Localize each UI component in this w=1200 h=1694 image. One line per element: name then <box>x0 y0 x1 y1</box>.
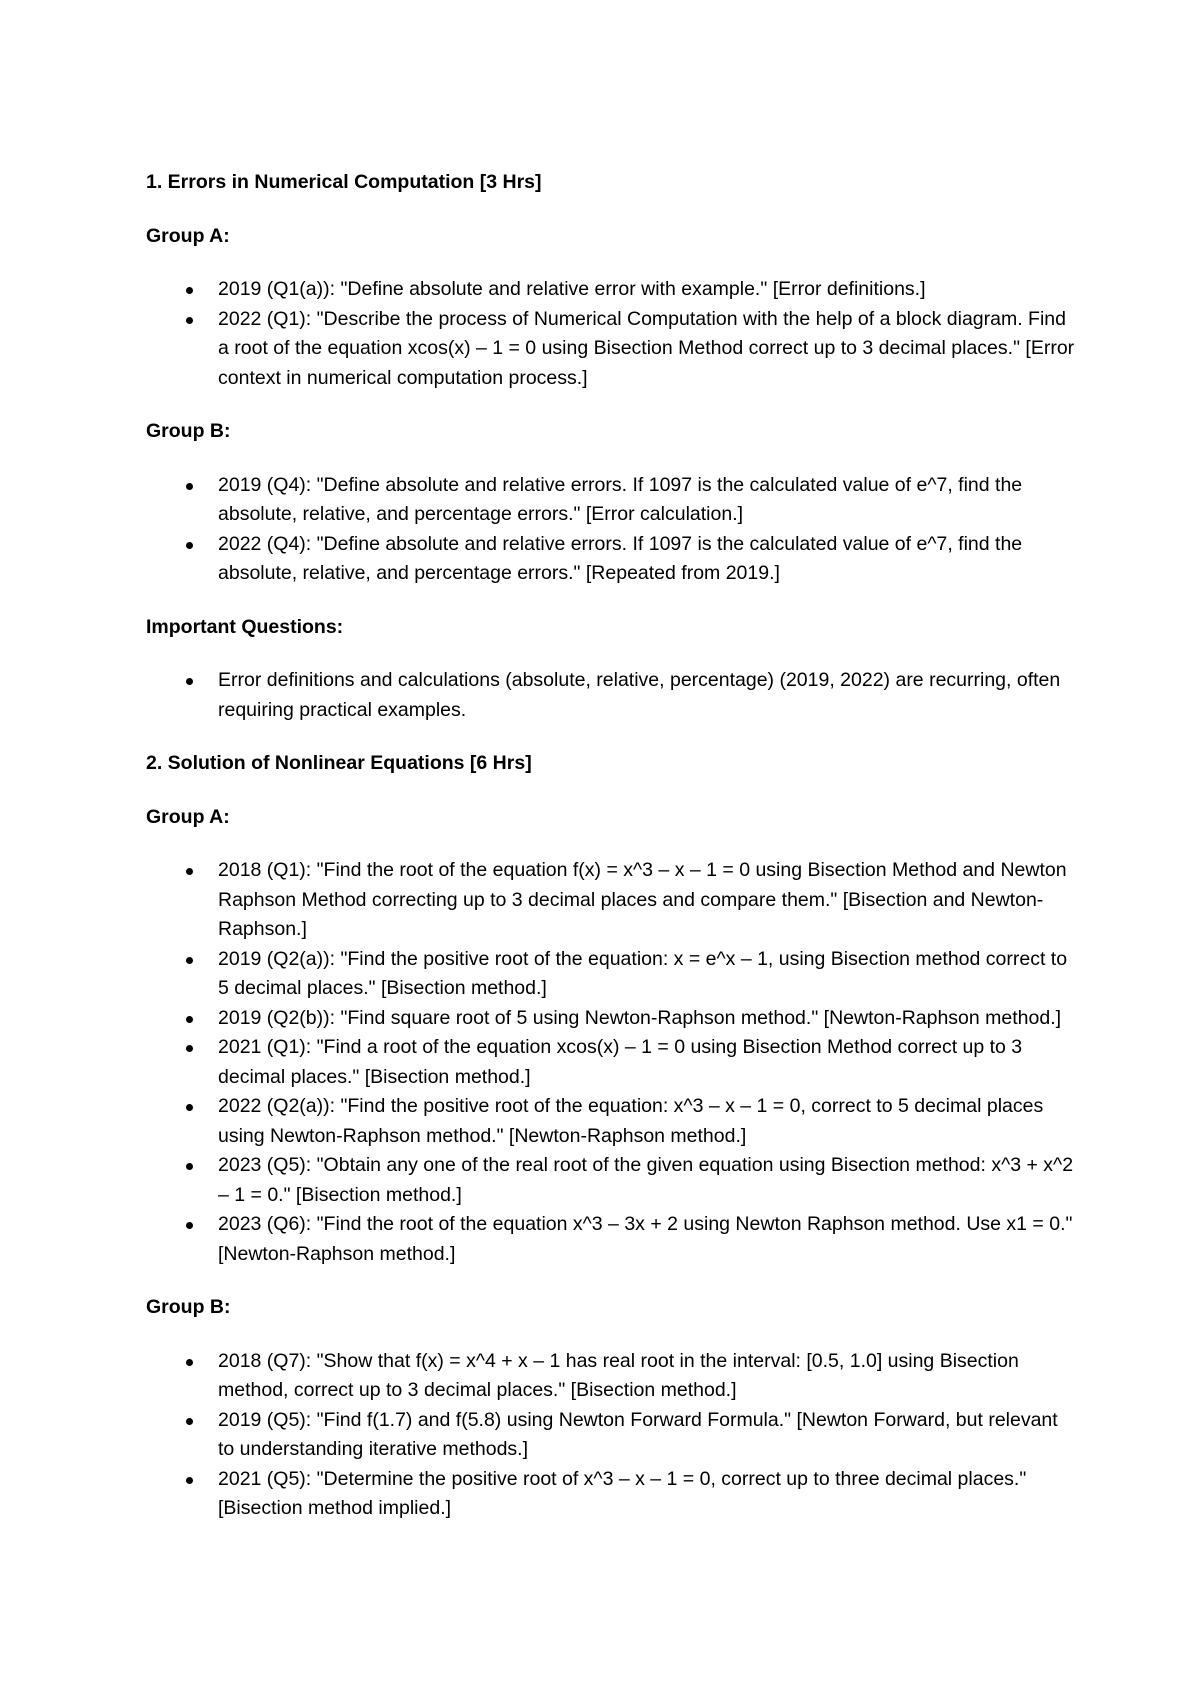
list-item: 2021 (Q1): "Find a root of the equation xcos(x) – 1 = 0 using Bisection Method correct up to 3 decimal places." [Bisection method.] <box>146 1033 1076 1092</box>
list-item: 2019 (Q2(a)): "Find the positive root of the equation: x = e^x – 1, using Bisection method correct to 5 decimal places." [Bisection method.] <box>146 945 1076 1004</box>
list-item: 2022 (Q4): "Define absolute and relative errors. If 1097 is the calculated value of e^7, find the absolute, relative, and percentage errors." [Repeated from 2019.] <box>146 530 1076 589</box>
list-item: 2018 (Q7): "Show that f(x) = x^4 + x – 1 has real root in the interval: [0.5, 1.0] using Bisection method, correct up to 3 decimal places." [Bisection method.] <box>146 1347 1076 1406</box>
group-title: Important Questions: <box>146 615 344 638</box>
list-item: 2022 (Q2(a)): "Find the positive root of the equation: x^3 – x – 1 = 0, correct to 5 decimal places using Newton-Raphson method." [Newton-Raphson method.] <box>146 1092 1076 1151</box>
group-title: Group B: <box>146 1296 231 1318</box>
question-list <box>146 856 1076 1269</box>
list-item: 2019 (Q1(a)): "Define absolute and relative error with example." [Error definitions.] <box>146 275 1076 305</box>
list-item: 2019 (Q2(b)): "Find square root of 5 using Newton-Raphson method." [Newton-Raphson method.] <box>146 1004 1076 1034</box>
group-title: Group A: <box>146 805 230 828</box>
section-errors <box>146 168 1076 725</box>
section-title: 2. Solution of Nonlinear Equations [6 Hrs] <box>146 752 532 774</box>
list-item: 2023 (Q5): "Obtain any one of the real root of the given equation using Bisection method: x^3 + x^2 – 1 = 0." [Bisection method.] <box>146 1151 1076 1210</box>
section-title: 1. Errors in Numerical Computation [3 Hrs] <box>146 171 542 193</box>
list-item: 2022 (Q1): "Describe the process of Numerical Computation with the help of a block diagram. Find a root of the equation xcos(x) – 1 = 0 using Bisection Method correct up to 3 decimal places." [Error context in numerical computation process.] <box>146 305 1076 394</box>
question-list <box>146 471 1076 589</box>
question-list <box>146 1347 1076 1524</box>
list-item: 2023 (Q6): "Find the root of the equation x^3 – 3x + 2 using Newton Raphson method. Use x1 = 0." [Newton-Raphson method.] <box>146 1210 1076 1269</box>
list-item: 2019 (Q5): "Find f(1.7) and f(5.8) using Newton Forward Formula." [Newton Forward, but relevant to understanding iterative methods.] <box>146 1406 1076 1465</box>
group-title: Group B: <box>146 420 231 442</box>
question-list <box>146 275 1076 393</box>
document-page <box>146 168 1076 1548</box>
list-item: 2019 (Q4): "Define absolute and relative errors. If 1097 is the calculated value of e^7, find the absolute, relative, and percentage errors." [Error calculation.] <box>146 471 1076 530</box>
section-nonlinear-equations <box>146 749 1076 1524</box>
list-item: 2018 (Q1): "Find the root of the equation f(x) = x^3 – x – 1 = 0 using Bisection Method and Newton Raphson Method correcting up to 3 decimal places and compare them." [Bisection and Newton-Raphson.] <box>146 856 1076 945</box>
group-title: Group A: <box>146 224 230 247</box>
list-item: Error definitions and calculations (absolute, relative, percentage) (2019, 2022) are recurring, often requiring practical examples. <box>146 666 1076 725</box>
question-list <box>146 666 1076 725</box>
list-item: 2021 (Q5): "Determine the positive root of x^3 – x – 1 = 0, correct up to three decimal places." [Bisection method implied.] <box>146 1465 1076 1524</box>
